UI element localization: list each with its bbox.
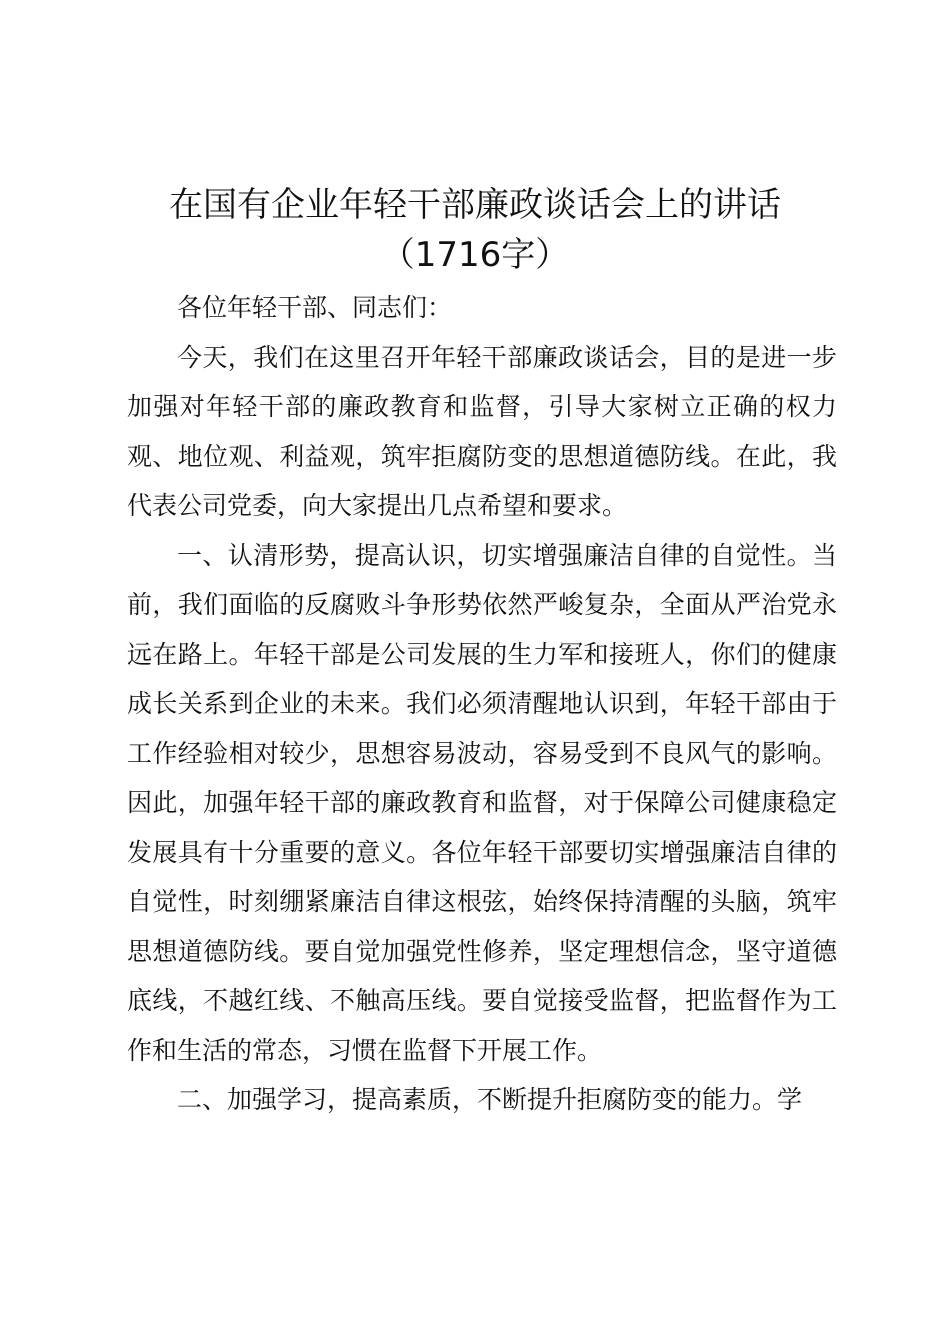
document-body (127, 283, 837, 1125)
paragraph-section-two: 二、加强学习，提高素质，不断提升拒腐防变的能力。学 (177, 1085, 803, 1114)
document-title: 在国有企业年轻干部廉政谈话会上的讲话 (169, 185, 781, 225)
document-word-count: （1716字） (380, 235, 570, 275)
paragraph-intro: 今天，我们在这里召开年轻干部廉政谈话会，目的是进一步加强对年轻干部的廉政教育和监督，引导大家树立正确的权力观、地位观、利益观，筑牢拒腐防变的思想道德防线。在此，我代表公司党委，向大家提出几点希望和要求。 (127, 342, 837, 520)
paragraph-section-one: 一、认清形势，提高认识，切实增强廉洁自律的自觉性。当前，我们面临的反腐败斗争形势依然严峻复杂，全面从严治党永远在路上。年轻干部是公司发展的生力军和接班人，你们的健康成长关系到企业的未来。我们必须清醒地认识到，年轻干部由于工作经验相对较少，思想容易波动，容易受到不良风气的影响。因此，加强年轻干部的廉政教育和监督，对于保障公司健康稳定发展具有十分重要的意义。各位年轻干部要切实增强廉洁自律的自觉性，时刻绷紧廉洁自律这根弦，始终保持清醒的头脑，筑牢思想道德防线。要自觉加强党性修养，坚定理想信念，坚守道德底线，不越红线、不触高压线。要自觉接受监督，把监督作为工作和生活的常态，习惯在监督下开展工作。 (127, 540, 837, 1065)
salutation: 各位年轻干部、同志们： (177, 293, 453, 322)
